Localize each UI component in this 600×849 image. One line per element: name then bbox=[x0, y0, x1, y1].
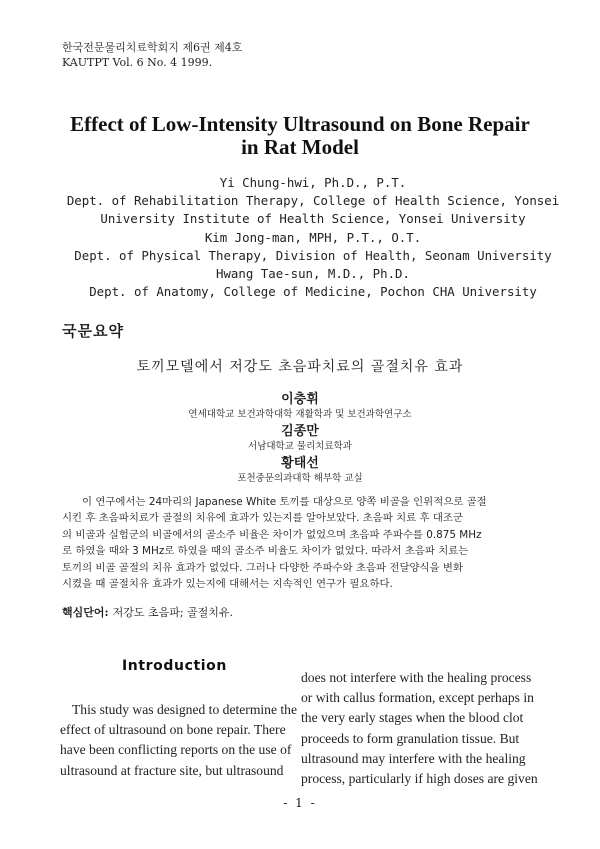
body-line: have been conflicting reports on the use of bbox=[60, 742, 292, 758]
korean-affiliation-2: 서남대학교 물리치료학과 bbox=[248, 441, 352, 452]
journal-name-korean: 한국전문물리치료학회지 제6권 제4호 bbox=[62, 41, 243, 54]
body-line: ultrasound may interfere with the healing bbox=[301, 750, 526, 766]
author-2-affiliation: Dept. of Physical Therapy, Division of Health, Seonam University bbox=[74, 247, 552, 263]
body-line: the very early stages when the blood clot bbox=[301, 710, 524, 726]
author-3-affiliation: Dept. of Anatomy, College of Medicine, Pochon CHA University bbox=[89, 284, 537, 300]
body-column-right bbox=[301, 668, 537, 789]
abstract-line: 시킨 후 초음파치료가 골절의 치유에 효과가 있는지를 알아보았다. 초음파 치료 후 대조군 bbox=[62, 512, 463, 525]
body-line: does not interfere with the healing process bbox=[301, 670, 532, 685]
author-1-affiliation-b: University Institute of Health Science, Yonsei University bbox=[100, 211, 526, 227]
journal-volume-line: KAUTPT Vol. 6 No. 4 1999. bbox=[62, 56, 213, 69]
paper-title-line-1: Effect of Low-Intensity Ultrasound on Bone Repair bbox=[70, 112, 530, 136]
page-number: - 1 - bbox=[283, 796, 317, 810]
author-2-name: Kim Jong-man, MPH, P.T., O.T. bbox=[204, 229, 422, 245]
abstract-line: 시켰을 때 골절치유 효과가 있는지에 대해서는 지속적인 연구가 필요하다. bbox=[62, 578, 393, 591]
korean-author-3: 황태선 bbox=[281, 456, 319, 471]
body-line: or with callus formation, except perhaps in bbox=[301, 690, 534, 706]
keywords-value: 저강도 초음파; 골절치유. bbox=[112, 606, 234, 619]
body-line: This study was designed to determine the bbox=[72, 702, 298, 717]
abstract-line: 토끼의 비골 골절의 치유 효과가 없었다. 그러나 다양한 주파수와 초음파 전달양식을 변화 bbox=[62, 561, 463, 574]
korean-title: 토끼모델에서 저강도 초음파치료의 골절치유 효과 bbox=[136, 359, 464, 375]
korean-author-1: 이충휘 bbox=[281, 392, 319, 407]
korean-affiliation-3: 포천중문의과대학 해부학 교실 bbox=[237, 473, 363, 484]
author-3-name: Hwang Tae-sun, M.D., Ph.D. bbox=[216, 266, 410, 282]
korean-abstract-body bbox=[62, 494, 538, 592]
abstract-line: 이 연구에서는 24마리의 Japanese White 토끼를 대상으로 양쪽 비골을 인위적으로 골절 bbox=[82, 496, 487, 508]
korean-author-2: 김종만 bbox=[281, 424, 319, 439]
author-block bbox=[56, 174, 570, 301]
abstract-line: 로 하였을 때와 3 MHz로 하였을 때의 골소주 비율도 차이가 없었다. 따라서 초음파 치료는 bbox=[62, 545, 469, 558]
section-heading-introduction: Introduction bbox=[122, 658, 227, 674]
author-1-name: Yi Chung-hwi, Ph.D., P.T. bbox=[219, 175, 407, 190]
abstract-line: 의 비골과 실험군의 비골에서의 골소주 비율은 차이가 없었으며 초음파 주파수를 0.875 MHz bbox=[62, 528, 482, 541]
paper-title bbox=[40, 113, 560, 159]
korean-abstract-heading: 국문요약 bbox=[62, 322, 124, 340]
journal-citation bbox=[62, 40, 242, 70]
korean-author-block bbox=[40, 391, 560, 487]
keywords-label: 핵심단어: bbox=[62, 606, 109, 619]
keywords bbox=[62, 604, 233, 620]
body-line: proceeds to form granulation tissue. But bbox=[301, 730, 520, 746]
body-line: ultrasound at fracture site, but ultrasound bbox=[60, 762, 284, 778]
korean-affiliation-1: 연세대학교 보건과학대학 재활학과 및 보건과학연구소 bbox=[188, 409, 412, 420]
author-1-affiliation-a: Dept. of Rehabilitation Therapy, College of Health Science, Yonsei bbox=[66, 193, 560, 209]
paper-title-line-2: in Rat Model bbox=[241, 135, 359, 159]
body-line: process, particularly if high doses are given bbox=[301, 771, 538, 787]
body-column-left bbox=[60, 700, 298, 781]
body-line: effect of ultrasound on bone repair. There bbox=[60, 722, 286, 738]
